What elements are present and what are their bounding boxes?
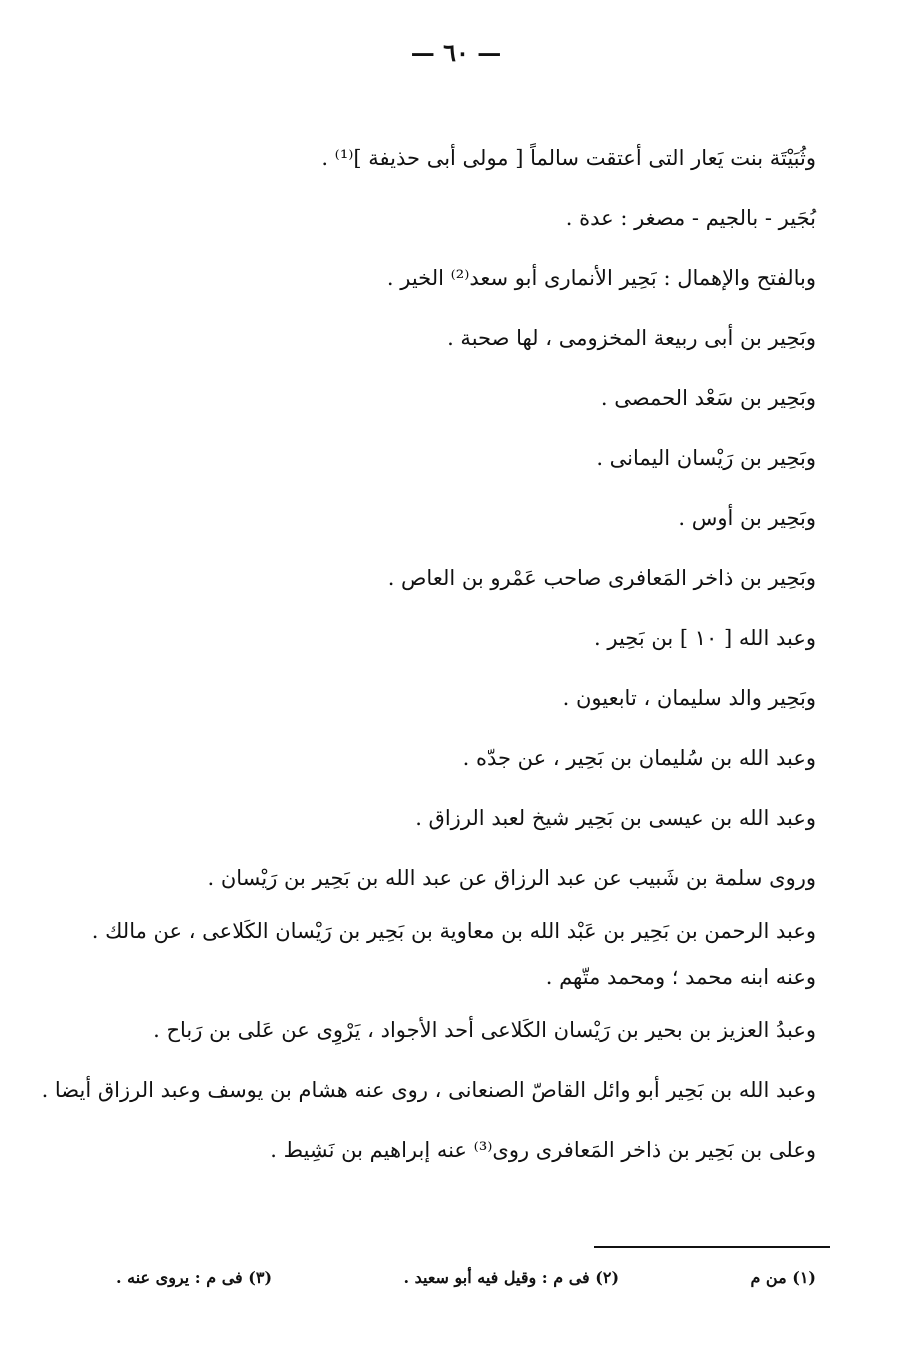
footnote-2: (٢) فى م : وقيل فيه أبو سعيد . — [403, 1268, 620, 1287]
text-line-5: وبَحِير بن سَعْد الحمصى . — [600, 386, 816, 410]
text-line-17: وعبد الله بن بَحِير أبو وائل القاصّ الصنعانى ، روى عنه هشام بن يوسف وعبد الرزاق أيضا . — [41, 1078, 816, 1102]
text-line-18: وعلى بن بَحِير بن ذاخر المَعافرى روى⁽³⁾ عنه إبراهيم بن نَشِيط . — [270, 1138, 816, 1162]
text-line-15: وعنه ابنه محمد ؛ ومحمد متّهم . — [545, 965, 816, 989]
page-number: — ٦٠ — — [410, 38, 502, 67]
text-line-8: وبَحِير بن ذاخر المَعافرى صاحب عَمْرو بن العاص . — [387, 566, 816, 590]
text-line-10: وبَحِير والد سليمان ، تابعيون . — [562, 686, 816, 710]
footnote-1: (١) من م — [750, 1268, 816, 1287]
text-line-6: وبَحِير بن رَيْسان اليمانى . — [596, 446, 816, 470]
text-line-1: وثُبَيْتَة بنت يَعار التى أعتقت سالماً [ مولى أبى حذيفة ]⁽¹⁾ . — [321, 146, 816, 170]
text-line-9: وعبد الله [ ١٠ ] بن بَحِير . — [594, 626, 816, 650]
text-line-13: وروى سلمة بن شَبيب عن عبد الرزاق عن عبد الله بن بَحِير بن رَيْسان . — [207, 866, 816, 890]
text-line-12: وعبد الله بن عيسى بن بَحِير شيخ لعبد الرزاق . — [415, 806, 816, 830]
footnote-3: (٣) فى م : يروى عنه . — [116, 1268, 273, 1287]
text-line-3: وبالفتح والإهمال : بَحِير الأنمارى أبو سعد⁽²⁾ الخير . — [386, 266, 816, 290]
text-line-16: وعبدُ العزيز بن بحير بن رَيْسان الكَلاعى أحد الأجواد ، يَرْوِى عن عَلى بن رَباح . — [153, 1018, 816, 1042]
text-line-2: بُجَير - بالجيم - مصغر : عدة . — [565, 206, 816, 230]
text-line-14: وعبد الرحمن بن بَحِير بن عَبْد الله بن معاوية بن بَحِير بن رَيْسان الكَلاعى ، عن مالك . — [91, 919, 816, 943]
text-line-4: وبَحِير بن أبى ربيعة المخزومى ، لها صحبة . — [447, 326, 816, 350]
text-line-7: وبَحِير بن أوس . — [678, 506, 816, 530]
body-text — [41, 128, 816, 1180]
footnote-divider — [594, 1246, 830, 1248]
footnotes — [116, 1268, 816, 1287]
text-line-11: وعبد الله بن سُليمان بن بَحِير ، عن جدّه . — [462, 746, 816, 770]
